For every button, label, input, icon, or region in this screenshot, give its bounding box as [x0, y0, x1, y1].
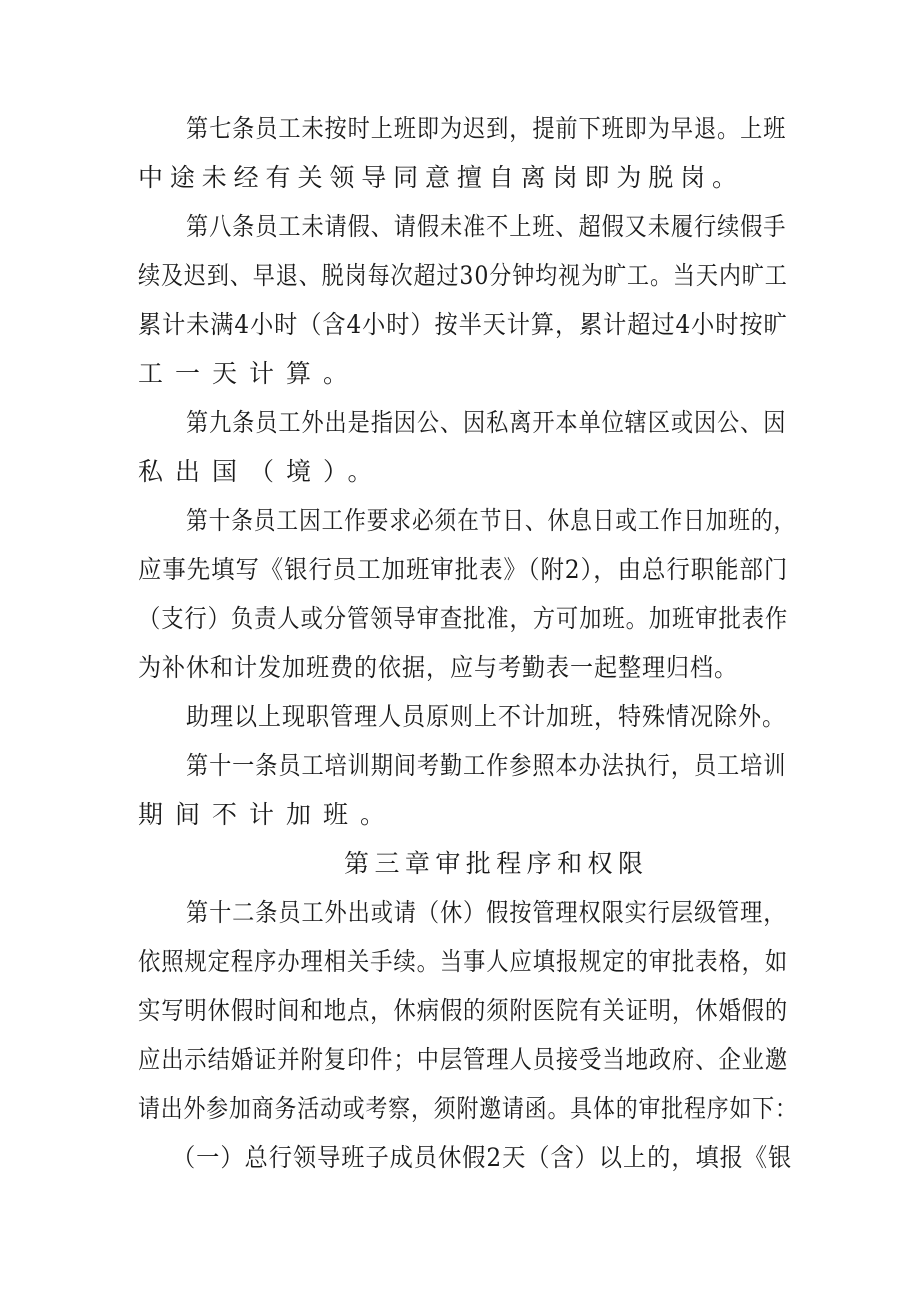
text-line: 第九条员工外出是指因公、因私离开本单位辖区或因公、因 — [186, 408, 787, 437]
text-line: 为补休和计发加班费的依据，应与考勤表一起整理归档。 — [138, 653, 738, 682]
text-line: 期间不计加班。 — [138, 800, 398, 829]
text-line: （支行）负责人或分管领导审查批准，方可加班。加班审批表作 — [138, 604, 789, 633]
text-line: 中途未经有关领导同意擅自离岗即为脱岗。 — [138, 163, 744, 192]
text-line: 应出示结婚证并附复印件；中层管理人员接受当地政府、企业邀 — [138, 1045, 789, 1074]
text-line: 续及迟到、早退、脱岗每次超过30分钟均视为旷工。当天内旷工 — [138, 261, 788, 290]
text-line: 实写明休假时间和地点，休病假的须附医院有关证明，休婚假的 — [138, 996, 789, 1025]
text-line: 依照规定程序办理相关手续。当事人应填报规定的审批表格，如 — [138, 947, 789, 976]
text-line: 第十一条员工培训期间考勤工作参照本办法执行，员工培训 — [186, 751, 787, 780]
text-line: 私出国（境）。 — [138, 457, 385, 486]
text-line: 第八条员工未请假、请假未准不上班、超假又未履行续假手 — [186, 212, 787, 241]
text-line: 工一天计算。 — [138, 359, 361, 388]
text-line: 助理以上现职管理人员原则上不计加班，特殊情况除外。 — [186, 702, 786, 731]
text-line: 请出外参加商务活动或考察，须附邀请函。具体的审批程序如下： — [138, 1094, 798, 1123]
text-line: 第十条员工因工作要求必须在节日、休息日或工作日加班的， — [186, 506, 797, 535]
chapter-heading: 第三章审批程序和权限 — [344, 849, 649, 878]
text-line: 第十二条员工外出或请（休）假按管理权限实行层级管理， — [186, 898, 787, 927]
text-line: 累计未满4小时（含4小时）按半天计算，累计超过4小时按旷 — [138, 310, 788, 339]
text-line: （一）总行领导班子成员休假2天（含）以上的，填报《银 — [172, 1143, 793, 1172]
text-line: 第七条员工未按时上班即为迟到，提前下班即为早退。上班 — [186, 114, 787, 143]
text-line: 应事先填写《银行员工加班审批表》（附2），由总行职能部门 — [138, 555, 789, 584]
